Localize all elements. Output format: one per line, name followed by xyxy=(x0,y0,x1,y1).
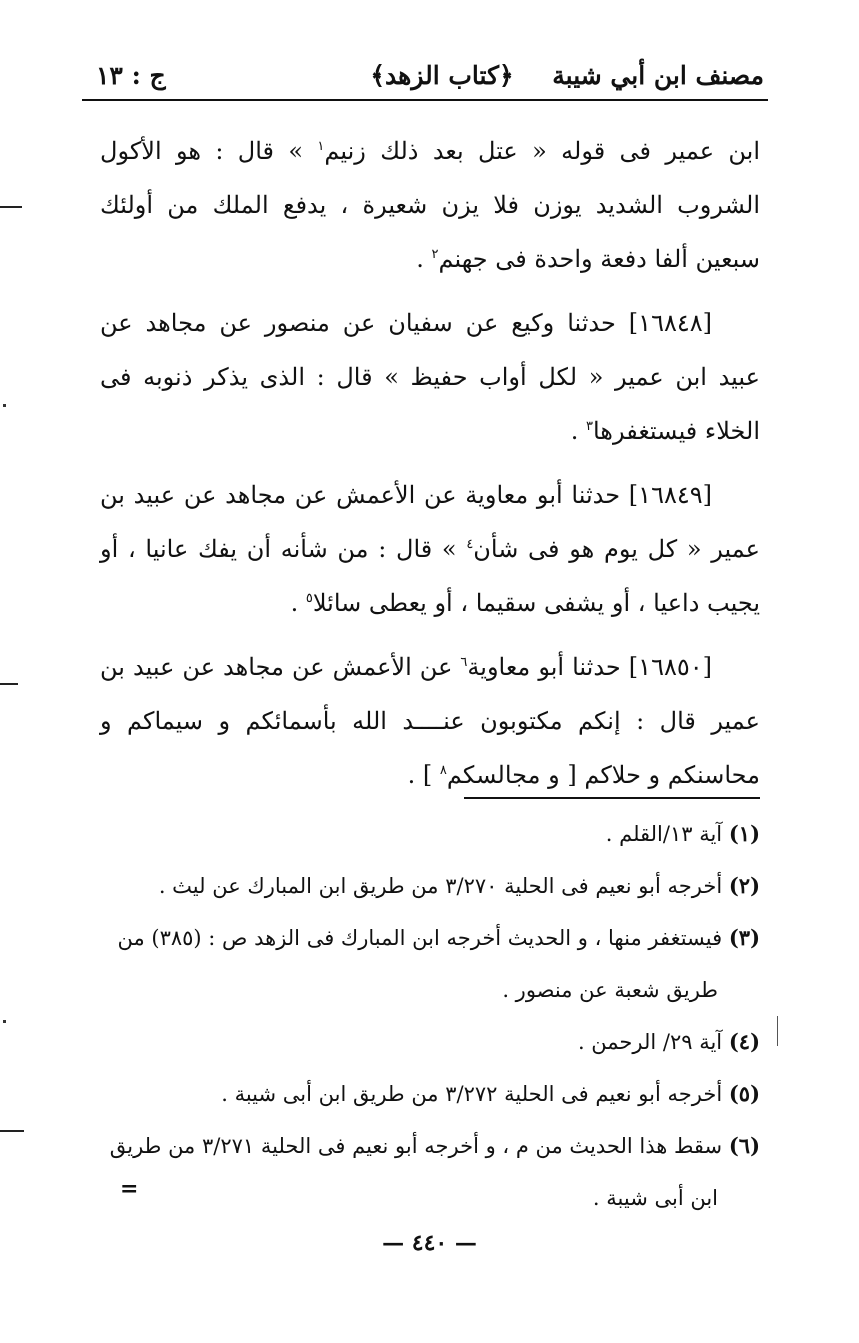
footnote-2 xyxy=(100,860,760,912)
text-run: . xyxy=(290,589,306,617)
footnote-ref-4: ٤ xyxy=(466,537,474,552)
footnote-ref-8: ٨ xyxy=(439,763,447,778)
scan-edge-mark xyxy=(0,206,22,208)
footnote-text: آية ٢٩/ الرحمن . xyxy=(577,1030,723,1054)
footnote-6 xyxy=(100,1120,760,1224)
footnote-number: (٦) xyxy=(728,1133,760,1158)
hadith-16849 xyxy=(100,468,760,630)
text-run: عن الأعمش عن مجاهد عن عبيد بن عمير قال : إنكم مكتوبون عنــــد الله بأسمائكم و سيماكم و محاسنكم و حلاكم [ و مجالسكم xyxy=(100,653,760,789)
footnote-text: آية ١٣/القلم . xyxy=(605,822,723,846)
text-run: » قال : هو الأكول الشروب الشديد يوزن فلا يزن شعيرة ، يدفع الملك من أولئك سبعين ألفا دفعة واحدة فى جهنم xyxy=(100,137,760,273)
continuation-mark: = xyxy=(120,1176,139,1202)
footnote-number: (١) xyxy=(728,821,760,846)
footnote-text: أخرجه أبو نعيم فى الحلية ٣/٢٧٠ من طريق ابن المبارك عن ليث . xyxy=(158,874,723,898)
hadith-16848 xyxy=(100,296,760,458)
footnote-text: فيستغفر منها ، و الحديث أخرجه ابن المبارك فى الزهد ص : (٣٨٥) من طريق شعبة عن منصور . xyxy=(117,926,723,1002)
scan-edge-mark xyxy=(0,1130,24,1132)
footnote-number: (٣) xyxy=(728,925,760,950)
text-run: . xyxy=(416,245,432,273)
page-number: — ٤٤٠ — xyxy=(382,1230,477,1256)
footnote-text: أخرجه أبو نعيم فى الحلية ٣/٢٧٢ من طريق ابن أبى شيبة . xyxy=(221,1082,723,1106)
header-rule xyxy=(82,99,768,101)
footnote-ref-2: ٢ xyxy=(431,247,439,262)
text-run: . xyxy=(570,417,586,445)
running-header-volume: ج : ١٣ xyxy=(96,61,166,90)
text-run: » قال : من شأنه أن يفك عانيا ، أو يجيب داعيا ، أو يشفى سقيما ، أو يعطى سائلا xyxy=(100,535,760,617)
footnote-ref-1: ١ xyxy=(317,139,325,154)
text-run: [١٦٨٥٠] حدثنا أبو معاوية xyxy=(467,653,712,681)
footnote-ref-6: ٦ xyxy=(460,655,468,670)
footnote-3 xyxy=(100,912,760,1016)
footnote-ref-5: ٥ xyxy=(305,591,313,606)
footnote-ref-3: ٣ xyxy=(586,419,593,434)
text-run: ابن عمير فى قوله « عتل بعد ذلك زنيم xyxy=(324,137,761,165)
footnote-1 xyxy=(100,808,760,860)
footnote-number: (٢) xyxy=(728,873,760,898)
footnote-4 xyxy=(100,1016,760,1068)
text-run: ] . xyxy=(407,761,440,789)
scan-margin-line xyxy=(777,1016,778,1046)
running-header-chapter-title: ﴿كتاب الزهد﴾ xyxy=(370,61,514,90)
footnotes xyxy=(100,808,760,1224)
scan-edge-mark xyxy=(0,683,18,685)
running-header-book-title: مصنف ابن أبي شيبة xyxy=(552,61,764,90)
paragraph-1 xyxy=(100,124,760,286)
footnote-separator xyxy=(464,797,760,799)
scan-speck xyxy=(3,404,6,407)
hadith-16850 xyxy=(100,640,760,802)
footnote-number: (٥) xyxy=(728,1081,760,1106)
scan-speck xyxy=(3,1020,6,1023)
footnote-text: سقط هذا الحديث من م ، و أخرجه أبو نعيم فى الحلية ٣/٢٧١ من طريق ابن أبى شيبة . xyxy=(109,1134,723,1210)
main-text xyxy=(100,124,760,802)
footnote-5 xyxy=(100,1068,760,1120)
footnote-number: (٤) xyxy=(728,1029,760,1054)
text-run: [١٦٨٤٨] حدثنا وكيع عن سفيان عن منصور عن مجاهد عن عبيد ابن عمير « لكل أواب حفيظ » قال : الذى يذكر ذنوبه فى الخلاء فيستغفرها xyxy=(100,309,760,445)
text-run: [١٦٨٤٩] حدثنا أبو معاوية عن الأعمش عن مجاهد عن عبيد بن عمير « كل يوم هو فى شأن xyxy=(100,481,760,563)
